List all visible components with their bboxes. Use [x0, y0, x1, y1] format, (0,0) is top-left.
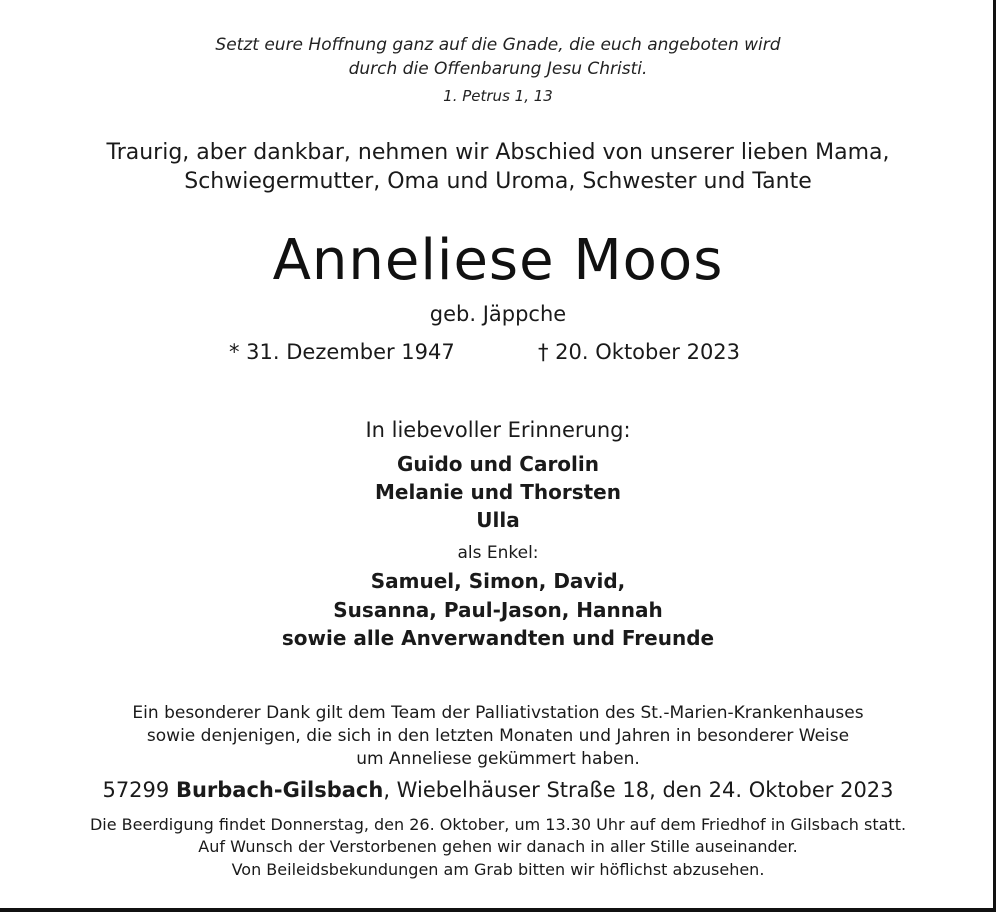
grandchildren-line: Susanna, Paul-Jason, Hannah — [333, 598, 663, 622]
verse-reference: 1. Petrus 1, 13 — [443, 87, 553, 105]
mourner-line: Melanie und Thorsten — [375, 480, 621, 504]
intro-line-2: Schwiegermutter, Oma und Uroma, Schwester und Tante — [184, 169, 812, 194]
deceased-name: Anneliese Moos — [272, 228, 724, 293]
address-date: , Wiebelhäuser Straße 18, den 24. Oktober 2023 — [383, 778, 894, 802]
town: Burbach-Gilsbach — [175, 778, 384, 802]
birth-date: * 31. Dezember 1947 — [229, 340, 455, 364]
grandchildren-line: Samuel, Simon, David, — [370, 569, 626, 593]
mourner-line: Guido und Carolin — [396, 452, 599, 476]
birth-name: geb. Jäppche — [429, 302, 567, 326]
mourner-line: Ulla — [476, 508, 520, 532]
funeral-line-3: Von Beileidsbekundungen am Grab bitten wir höflichst abzusehen. — [231, 860, 765, 879]
place-date-line — [0, 778, 996, 802]
verse-line-1: Setzt eure Hoffnung ganz auf die Gnade, die euch angeboten wird — [215, 35, 781, 55]
thanks-line-3: um Anneliese gekümmert haben. — [356, 749, 640, 769]
funeral-line-2: Auf Wunsch der Verstorbenen gehen wir danach in aller Stille auseinander. — [198, 837, 798, 856]
postcode: 57299 — [102, 778, 170, 802]
death-date: † 20. Oktober 2023 — [538, 340, 741, 364]
thanks-line-1: Ein besonderer Dank gilt dem Team der Palliativstation des St.-Marien-Krankenhauses — [132, 703, 864, 723]
grandchildren-label: als Enkel: — [457, 543, 539, 563]
funeral-line-1: Die Beerdigung findet Donnerstag, den 26. Oktober, um 13.30 Uhr auf dem Friedhof in Gilsbach statt. — [89, 815, 907, 834]
closing-line: sowie alle Anverwandten und Freunde — [281, 626, 715, 650]
thanks-line-2: sowie denjenigen, die sich in den letzten Monaten und Jahren in besonderer Weise — [146, 726, 850, 746]
verse-line-2: durch die Offenbarung Jesu Christi. — [348, 59, 648, 79]
intro-line-1: Traurig, aber dankbar, nehmen wir Abschied von unserer lieben Mama, — [106, 140, 890, 165]
mourners-heading: In liebevoller Erinnerung: — [365, 418, 631, 442]
